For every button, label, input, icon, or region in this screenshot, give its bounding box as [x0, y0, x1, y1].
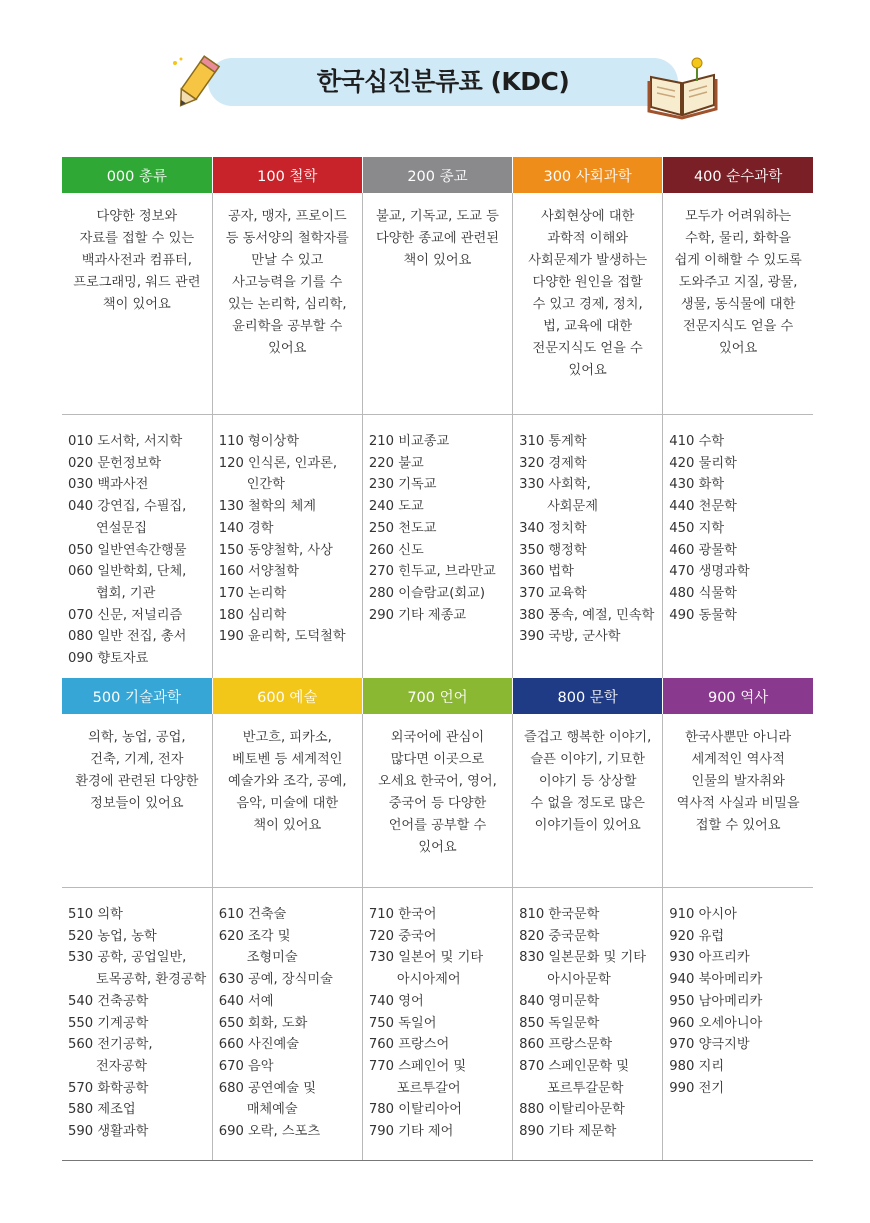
subclass-item: 250 천도교 [368, 520, 437, 536]
description-line: 법, 교육에 대한 [543, 319, 633, 334]
subclass-item: 240 도교 [368, 499, 424, 515]
subclass-item: 170 논리학 [218, 585, 287, 601]
description-line: 사회현상에 대한 [540, 209, 635, 224]
kdc-table-bottom [62, 678, 813, 1161]
class-header: 500 기술과학 [62, 678, 212, 714]
description-row [62, 714, 813, 888]
description-line: 수 있고 경제, 정치, [532, 297, 643, 312]
description-line: 있는 논리학, 심리학, [227, 297, 347, 312]
subclass-item: 030 백과사전 [68, 477, 149, 493]
subclass-item: 160 서양철학 [218, 564, 300, 580]
class-header: 200 종교 [362, 157, 512, 193]
subclass-row [62, 415, 813, 690]
subclass-item: 550 기계공학 [68, 1015, 149, 1031]
subclass-item: 910 아시아 [669, 907, 737, 922]
pencil-icon [165, 55, 235, 115]
class-description [62, 193, 212, 415]
class-description [212, 714, 362, 888]
description-line: 다양한 정보와 [96, 209, 178, 224]
description-line: 있어요 [418, 840, 457, 855]
subclass-item: 890 기타 제문학 [519, 1124, 617, 1140]
description-line: 윤리학을 공부할 수 [232, 319, 343, 334]
subclass-item: 070 신문, 저널리즘 [68, 607, 183, 623]
subclass-item: 950 남아메리카 [669, 993, 763, 1009]
subclass-item: 820 중국문학 [519, 928, 600, 944]
subclass-item: 880 이탈리아문학 [519, 1102, 625, 1118]
subclass-item: 포르투갈문학 [547, 1080, 624, 1096]
subclass-item: 560 전기공학, [68, 1037, 153, 1053]
description-line: 프로그래밍, 워드 관련 [73, 275, 201, 290]
description-line: 만날 수 있고 [251, 253, 324, 268]
description-line: 등 동서양의 철학자를 [225, 231, 349, 246]
class-description [663, 714, 813, 888]
subclass-item: 760 프랑스어 [368, 1037, 450, 1053]
description-line: 예술가와 조각, 공예, [227, 774, 347, 789]
subclass-item: 410 수학 [669, 434, 725, 449]
subclass-item: 480 식물학 [669, 585, 737, 601]
description-line: 세계적인 역사적 [691, 752, 785, 767]
open-book-icon [645, 55, 720, 120]
subclass-list [362, 415, 512, 690]
header-row [62, 157, 813, 193]
class-header: 300 사회과학 [513, 157, 663, 193]
subclass-list [212, 888, 362, 1161]
description-line: 다양한 종교에 관련된 [375, 231, 499, 246]
description-line: 다양한 원인을 접할 [532, 275, 643, 290]
class-description [513, 714, 663, 888]
subclass-item: 960 오세아니아 [669, 1015, 763, 1031]
subclass-item: 460 광물학 [669, 542, 737, 558]
subclass-item: 090 향토자료 [68, 651, 149, 667]
description-line: 백과사전과 컴퓨터, [81, 253, 192, 268]
description-line: 있어요 [568, 363, 607, 378]
subclass-item: 710 한국어 [368, 907, 437, 922]
class-header: 400 순수과학 [663, 157, 813, 193]
subclass-item: 770 스페인어 및 [368, 1058, 467, 1074]
subclass-item: 860 프랑스문학 [519, 1037, 613, 1053]
description-line: 수학, 물리, 화학을 [685, 231, 792, 246]
subclass-item: 120 인식론, 인과론, [218, 455, 338, 471]
description-line: 중국어 등 다양한 [388, 796, 487, 811]
subclass-item: 020 문헌정보학 [68, 455, 162, 471]
subclass-item: 310 통계학 [519, 434, 587, 449]
subclass-item: 420 물리학 [669, 455, 737, 471]
subclass-list [62, 415, 212, 690]
subclass-item: 980 지리 [669, 1058, 725, 1074]
subclass-item: 220 불교 [368, 455, 424, 471]
description-line: 자료를 접할 수 있는 [79, 231, 195, 246]
subclass-item: 연설문집 [96, 520, 147, 536]
page-title: 한국십진분류표 (KDC) [316, 67, 570, 96]
description-line: 많다면 이곳으로 [390, 752, 485, 767]
subclass-item: 330 사회학, [519, 477, 591, 493]
description-line: 언어를 공부할 수 [388, 818, 487, 833]
subclass-item: 810 한국문학 [519, 907, 600, 922]
subclass-item: 360 법학 [519, 564, 574, 580]
class-description [513, 193, 663, 415]
subclass-item: 720 중국어 [368, 928, 437, 944]
description-line: 역사적 사실과 비밀을 [676, 796, 800, 811]
subclass-item: 260 신도 [368, 542, 424, 558]
description-line: 공자, 맹자, 프로이드 [227, 209, 347, 224]
description-line: 책이 있어요 [102, 297, 171, 312]
subclass-item: 740 영어 [368, 993, 424, 1009]
description-line: 있어요 [719, 341, 758, 356]
subclass-item: 아시아문학 [547, 972, 611, 988]
class-description [663, 193, 813, 415]
class-header: 700 언어 [362, 678, 512, 714]
subclass-item: 280 이슬람교(회교) [368, 585, 485, 601]
subclass-item: 380 풍속, 예절, 민속학 [519, 607, 655, 623]
description-line: 전문지식도 얻을 수 [682, 319, 794, 334]
subclass-item: 150 동양철학, 사상 [218, 542, 333, 558]
subclass-item: 매체예술 [246, 1102, 298, 1118]
subclass-item: 450 지학 [669, 520, 725, 536]
subclass-list [663, 415, 813, 690]
subclass-item: 040 강연집, 수필집, [68, 499, 187, 515]
subclass-item: 협회, 기관 [96, 585, 156, 601]
description-line: 이야기들이 있어요 [534, 818, 641, 833]
subclass-item: 050 일반연속간행물 [68, 542, 187, 558]
description-line: 인물의 발자취와 [691, 774, 785, 789]
subclass-item: 580 제조업 [68, 1102, 136, 1118]
subclass-item: 590 생활과학 [68, 1124, 149, 1140]
subclass-item: 780 이탈리아어 [368, 1102, 462, 1118]
subclass-list [62, 888, 212, 1161]
subclass-item: 640 서예 [218, 993, 274, 1009]
subclass-item: 620 조각 및 [218, 928, 291, 944]
subclass-item: 470 생명과학 [669, 564, 750, 580]
class-description [212, 193, 362, 415]
subclass-item: 630 공예, 장식미술 [218, 972, 333, 988]
subclass-list [212, 415, 362, 690]
description-line: 전문지식도 얻을 수 [532, 341, 643, 356]
description-line: 사고능력을 기를 수 [232, 275, 343, 290]
subclass-item: 970 양극지방 [669, 1037, 750, 1053]
subclass-item: 060 일반학회, 단체, [68, 564, 187, 580]
description-line: 음악, 미술에 대한 [236, 796, 339, 811]
kdc-table-top [62, 157, 813, 690]
description-line: 건축, 기계, 전자 [90, 752, 184, 767]
class-description [362, 714, 512, 888]
description-line: 즐겁고 행복한 이야기, [524, 730, 652, 745]
description-line: 외국어에 관심이 [390, 730, 485, 745]
class-header: 900 역사 [663, 678, 813, 714]
description-line: 쉽게 이해할 수 있도록 [674, 253, 802, 268]
subclass-list [663, 888, 813, 1161]
subclass-item: 180 심리학 [218, 607, 287, 623]
description-line: 반고흐, 피카소, [242, 730, 332, 745]
description-line: 책이 있어요 [253, 818, 322, 833]
subclass-item: 530 공학, 공업일반, [68, 950, 187, 966]
subclass-item: 840 영미문학 [519, 993, 600, 1009]
subclass-item: 540 건축공학 [68, 993, 149, 1009]
subclass-item: 680 공연예술 및 [218, 1080, 316, 1096]
subclass-item: 290 기타 제종교 [368, 607, 467, 623]
subclass-item: 830 일본문화 및 기타 [519, 950, 646, 966]
class-header: 600 예술 [212, 678, 362, 714]
subclass-item: 790 기타 제어 [368, 1124, 454, 1140]
subclass-item: 990 전기 [669, 1080, 725, 1096]
subclass-item: 920 유럽 [669, 928, 725, 944]
subclass-item: 190 윤리학, 도덕철학 [218, 629, 346, 645]
subclass-item: 850 독일문학 [519, 1015, 600, 1031]
subclass-item: 350 행정학 [519, 542, 587, 558]
subclass-item: 870 스페인문학 및 [519, 1058, 630, 1074]
subclass-item: 130 철학의 체계 [218, 499, 316, 515]
subclass-item: 430 화학 [669, 477, 725, 493]
description-line: 환경에 관련된 다양한 [75, 774, 199, 789]
description-line: 수 없을 정도로 많은 [530, 796, 645, 811]
description-line: 의학, 농업, 공업, [88, 730, 186, 745]
subclass-item: 390 국방, 군사학 [519, 629, 621, 645]
header-row [62, 678, 813, 714]
description-line: 한국사뿐만 아니라 [685, 730, 792, 745]
subclass-list [513, 415, 663, 690]
subclass-item: 230 기독교 [368, 477, 437, 493]
subclass-item: 조형미술 [246, 950, 298, 966]
description-line: 베토벤 등 세계적인 [232, 752, 343, 767]
subclass-item: 전자공학 [96, 1058, 147, 1074]
subclass-item: 510 의학 [68, 907, 123, 922]
subclass-item: 690 오락, 스포츠 [218, 1124, 321, 1140]
class-description [62, 714, 212, 888]
subclass-item: 320 경제학 [519, 455, 587, 471]
description-line: 슬픈 이야기, 기묘한 [530, 752, 645, 767]
subclass-item: 440 천문학 [669, 499, 737, 515]
description-line: 모두가 어려워하는 [685, 209, 792, 224]
description-line: 도와주고 지질, 광물, [678, 275, 798, 290]
subclass-item: 520 농업, 농학 [68, 928, 157, 944]
description-row [62, 193, 813, 415]
description-line: 생물, 동식물에 대한 [680, 297, 796, 312]
subclass-item: 930 아프리카 [669, 950, 750, 966]
description-line: 접할 수 있어요 [695, 818, 781, 833]
subclass-item: 340 정치학 [519, 520, 587, 536]
subclass-item: 650 회화, 도화 [218, 1015, 308, 1031]
subclass-item: 110 형이상학 [218, 434, 300, 449]
class-description [362, 193, 512, 415]
subclass-item: 370 교육학 [519, 585, 587, 601]
description-line: 책이 있어요 [403, 253, 472, 268]
description-line: 이야기 등 상상할 [538, 774, 637, 789]
subclass-item: 아시아제어 [396, 972, 461, 988]
subclass-item: 490 동물학 [669, 607, 737, 623]
subclass-item: 670 음악 [218, 1058, 274, 1074]
subclass-item: 사회문제 [547, 499, 599, 515]
subclass-item: 080 일반 전집, 총서 [68, 629, 187, 645]
description-line: 오세요 한국어, 영어, [378, 774, 497, 789]
subclass-item: 610 건축술 [218, 907, 287, 922]
subclass-item: 인간학 [246, 477, 285, 493]
subclass-item: 포르투갈어 [396, 1080, 461, 1096]
subclass-item: 940 북아메리카 [669, 972, 763, 988]
subclass-list [362, 888, 512, 1161]
subclass-item: 660 사진예술 [218, 1037, 300, 1053]
description-line: 사회문제가 발생하는 [528, 253, 648, 268]
class-header: 100 철학 [212, 157, 362, 193]
subclass-item: 210 비교종교 [368, 434, 450, 449]
subclass-item: 010 도서학, 서지학 [68, 434, 183, 449]
class-header: 000 총류 [62, 157, 212, 193]
description-line: 있어요 [268, 341, 307, 356]
subclass-item: 140 경학 [218, 520, 274, 536]
subclass-item: 750 독일어 [368, 1015, 437, 1031]
subclass-item: 570 화학공학 [68, 1080, 149, 1096]
subclass-item: 토목공학, 환경공학 [96, 972, 207, 988]
subclass-item: 730 일본어 및 기타 [368, 950, 484, 966]
subclass-row [62, 888, 813, 1161]
subclass-list [513, 888, 663, 1161]
class-header: 800 문학 [513, 678, 663, 714]
description-line: 불교, 기독교, 도교 등 [376, 209, 499, 224]
description-line: 과학적 이해와 [547, 231, 628, 246]
subclass-item: 270 힌두교, 브라만교 [368, 564, 496, 580]
description-line: 정보들이 있어요 [90, 796, 184, 811]
